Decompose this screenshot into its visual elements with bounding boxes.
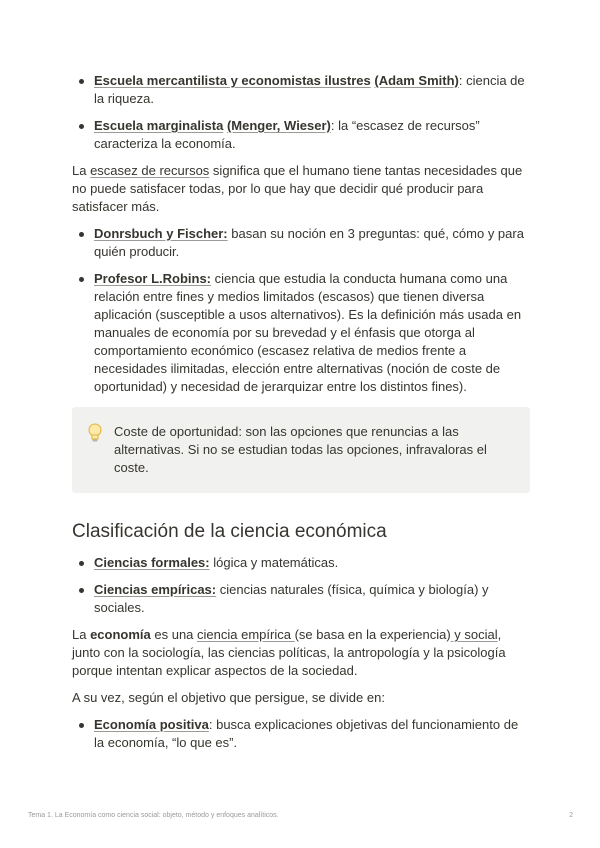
empirical-link[interactable]: ciencia empírica: [197, 627, 295, 642]
document-page: [72, 72, 530, 761]
list-item: [72, 716, 530, 752]
bullet-term: Escuela marginalista: [94, 118, 224, 133]
bullet-term: Escuela mercantilista y economistas ilustres: [94, 73, 371, 88]
bullet-term: Ciencias empíricas:: [94, 582, 217, 597]
bullet-text: : ciencia de la riqueza.: [94, 73, 525, 106]
text: es una: [150, 627, 198, 642]
bullet-term: Profesor L.Robins:: [94, 271, 212, 286]
bullet-text: ciencias naturales (física, química y biología) y sociales.: [94, 582, 489, 615]
bullet-text: basan su noción en 3 preguntas: qué, cómo y para quién producir.: [94, 226, 524, 259]
paragraph-scarcity: [72, 162, 530, 216]
bullet-text: : busca explicaciones objetivas del funcionamiento de la economía, “lo que es”.: [94, 717, 519, 750]
list-item: [72, 581, 530, 617]
bullet-link[interactable]: (Adam Smith): [374, 73, 459, 88]
bullet-list-authors: [72, 225, 530, 396]
bullet-list-positive: [72, 716, 530, 752]
bullet-text: ciencia que estudia la conducta humana como una relación entre fines y medios limitados (escasos) que tienen diversa aplicación (susceptible a usos alternativos). Es la definición más usada en manuales de economía por su brevedad y el énfasis que otorga al comportamiento económico (escasez relativa de medios frente a necesidades ilimitadas, elección entre alternativas (noción de coste de oportunidad) y necesidad de jerarquizar entre los distintos fines).: [94, 271, 522, 394]
bold-term: economía: [90, 627, 151, 642]
text: La: [72, 163, 91, 178]
list-item: [72, 117, 530, 153]
text: significa que el humano tiene tantas necesidades que no puede satisfacer todas, por lo que hay que decidir qué producir para satisfacer más.: [72, 163, 523, 214]
callout-text: Coste de oportunidad: son las opciones que renuncias a las alternativas. Si no se estudian todas las opciones, infravaloras el coste.: [114, 424, 487, 475]
text: , junto con la sociología, las ciencias políticas, la antropología y la psicología porque intentan explicar aspectos de la sociedad.: [72, 627, 506, 678]
callout-box: [72, 407, 530, 493]
text: La: [72, 627, 91, 642]
list-item: [72, 270, 530, 396]
bullet-list-schools: [72, 72, 530, 153]
paragraph-economy: [72, 626, 530, 680]
bullet-link[interactable]: (Menger, Wieser): [226, 118, 331, 133]
lightbulb-icon: [86, 422, 104, 444]
text: (se basa en la experiencia): [294, 627, 451, 642]
scarcity-link[interactable]: escasez de recursos: [90, 163, 210, 178]
list-item: [72, 554, 530, 572]
bullet-term: Ciencias formales:: [94, 555, 210, 570]
section-heading: Clasificación de la ciencia económica: [72, 521, 387, 542]
list-item: [72, 72, 530, 108]
bullet-list-sciences: [72, 554, 530, 617]
paragraph-division: A su vez, según el objetivo que persigue, se divide en:: [72, 690, 385, 705]
bullet-term: Economía positiva: [94, 717, 209, 732]
bullet-text: lógica y matemáticas.: [209, 555, 339, 570]
social-link[interactable]: y social: [450, 627, 498, 642]
bullet-term: Donrsbuch y Fischer:: [94, 226, 228, 241]
bullet-text: : la “escasez de recursos” caracteriza la economía.: [94, 118, 480, 151]
footer-title: Tema 1. La Economía como ciencia social: objeto, método y enfoques analíticos.: [28, 812, 279, 819]
page-number: 2: [569, 812, 573, 819]
list-item: [72, 225, 530, 261]
page-footer: [28, 812, 573, 819]
